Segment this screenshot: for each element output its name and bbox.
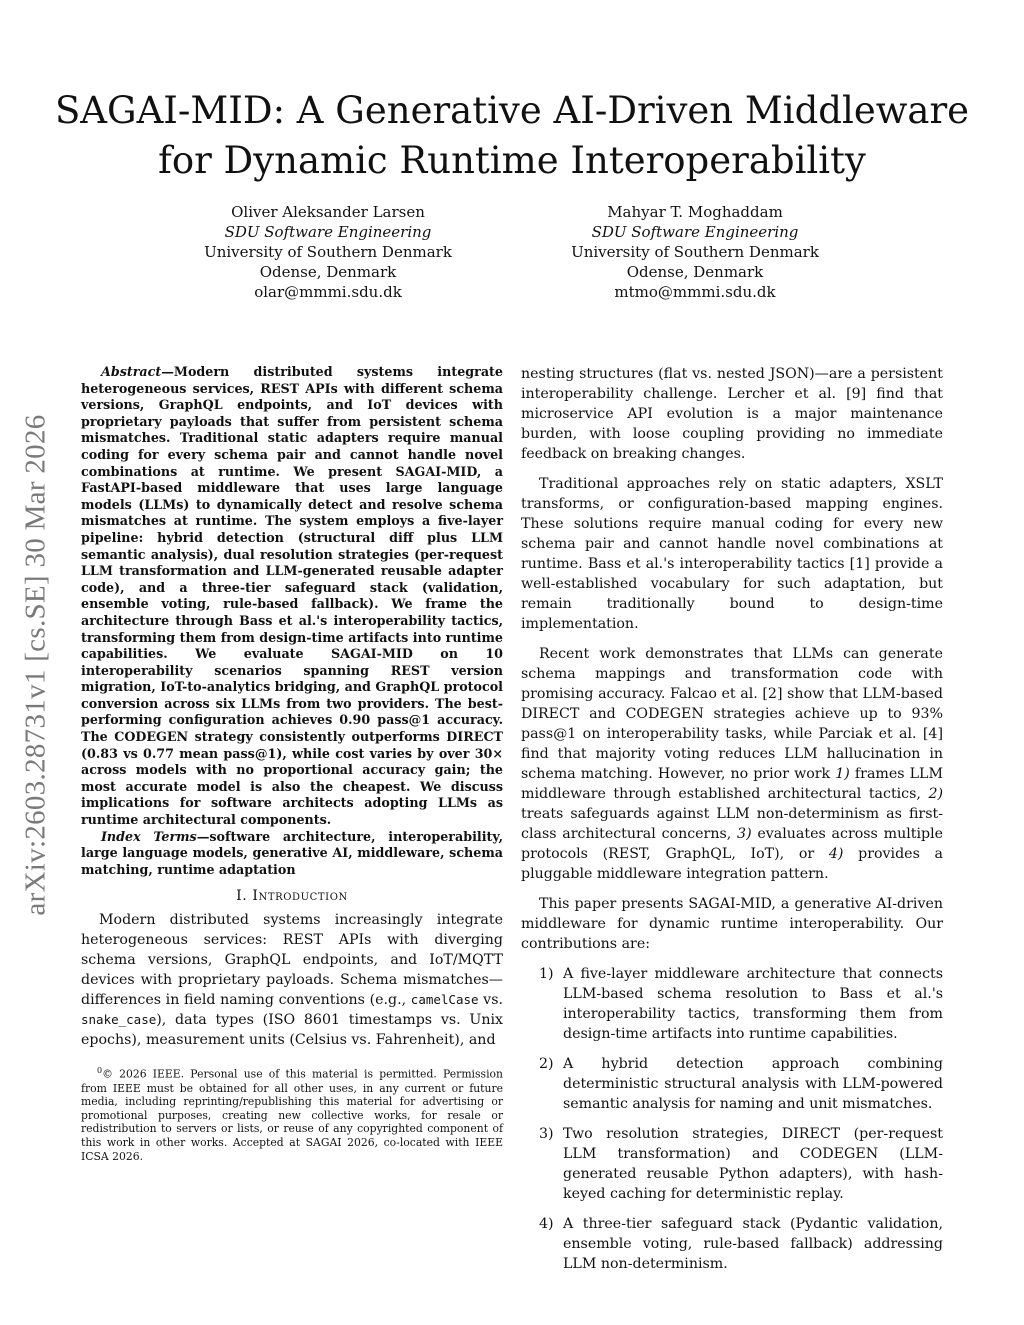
footnote-mark: 0 — [97, 1066, 103, 1076]
text-run: evaluates across multiple protocols (REST, GraphQL, IoT), or — [521, 826, 943, 862]
contribution-list — [521, 964, 943, 1274]
author-name: Mahyar T. Moghaddam — [607, 203, 783, 221]
author-2 — [535, 202, 855, 302]
list-text: A three-tier safeguard stack (Pydantic validation, ensemble voting, rule-based fallback) addressing LLM non-determinism. — [563, 1216, 943, 1272]
code-camelcase: camelCase — [410, 992, 479, 1008]
paragraph: nesting structures (flat vs. nested JSON)—are a persistent interoperability challenge. Lercher et al. [9] find that microservice API evolution is a major maintenance burden, with loose coupling providing no immediate feedback on breaking changes. — [521, 366, 943, 462]
text-run: treats safeguards against LLM non-determinism as first-class architectural concerns, — [521, 806, 943, 842]
left-column — [81, 364, 503, 1163]
list-item — [521, 964, 943, 1044]
list-number: 2) — [539, 1056, 554, 1072]
author-email[interactable]: mtmo@mmmi.sdu.dk — [614, 283, 776, 301]
footnote-text: © 2026 IEEE. Personal use of this material is permitted. Permission from IEEE must be obtained for all other uses, in any current or future media, including reprinting/republishing this material for advertising or promotional purposes, creating new collective works, for resale or redistribution to servers or lists, or reuse of any copyrighted component of this work in other works. Accepted at SAGAI 2026, co-located with IEEE ICSA 2026. — [81, 1068, 503, 1163]
title-line-1: SAGAI-MID: A Generative AI-Driven Middleware — [54, 89, 970, 132]
abstract-text: —Modern distributed systems integrate heterogeneous services, REST APIs with different schema versions, GraphQL endpoints, and IoT devices with proprietary payloads that suffer from persistent schema mismatches. Traditional static adapters require manual coding for every schema pair and cannot handle novel combinations at runtime. We present SAGAI-MID, a FastAPI-based middleware that uses large language models (LLMs) to dynamically detect and resolve schema mismatches at runtime. The system employs a five-layer pipeline: hybrid detection (structural diff plus LLM semantic analysis), dual resolution strategies (per-request LLM transformation and LLM-generated reusable adapter code), and a three-tier safeguard stack (validation, ensemble voting, rule-based fallback). We frame the architecture through Bass et al.'s interoperability tactics, transforming them from design-time artifacts into runtime capabilities. We evaluate SAGAI-MID on 10 interoperability scenarios spanning REST version migration, IoT-to-analytics bridging, and GraphQL protocol conversion across six LLMs from two providers. The best-performing configuration achieves 0.90 pass@1 accuracy. The CODEGEN strategy consistently outperforms DIRECT (0.83 vs 0.77 mean pass@1), while cost varies by over 30× across models with no proportional accuracy gain; the most accurate model is also the cheapest. We discuss implications for software architects adopting LLMs as runtime architectural components. — [81, 364, 503, 828]
text-run: ), data types (ISO 8601 timestamps vs. Unix epochs), measurement units (Celsius vs. Fahrenheit), and — [81, 1012, 503, 1049]
list-text: Two resolution strategies, DIRECT (per-request LLM transformation) and CODEGEN (LLM-generated reusable Python adapters), with hash-keyed caching for deterministic replay. — [563, 1126, 943, 1202]
list-item — [521, 1214, 943, 1274]
index-terms-label: Index Terms — [101, 828, 197, 844]
paragraph — [521, 644, 943, 884]
code-snakecase: snake_case — [81, 1012, 157, 1028]
author-dept: SDU Software Engineering — [224, 223, 432, 241]
enum-marker: 3) — [737, 826, 752, 842]
author-email[interactable]: olar@mmmi.sdu.dk — [254, 283, 402, 301]
author-dept: SDU Software Engineering — [591, 223, 799, 241]
abstract-label: Abstract — [101, 364, 162, 379]
intro-paragraph — [81, 910, 503, 1050]
text-run: provides a pluggable middleware integration pattern. — [521, 846, 943, 882]
author-city: Odense, Denmark — [259, 263, 397, 281]
abstract — [81, 364, 503, 829]
enum-marker: 2) — [928, 786, 943, 802]
section-heading: I. Introduction — [236, 888, 348, 905]
text-run: Modern distributed systems increasingly integrate heterogeneous services: REST APIs with diverging schema versions, GraphQL endpoints, and IoT/MQTT devices with proprietary payloads. Schema mismatches—differences in field naming conventions (e.g., — [81, 912, 503, 1009]
index-terms-text: —software architecture, interoperability, large language models, generative AI, middleware, schema matching, runtime adaptation — [81, 828, 503, 877]
list-text: A five-layer middleware architecture that connects LLM-based schema resolution to Bass et al.'s interoperability tactics, transforming them from design-time artifacts into runtime capabilities. — [563, 966, 943, 1042]
text-run: vs. — [478, 992, 503, 1009]
author-name: Oliver Aleksander Larsen — [231, 203, 425, 221]
author-city: Odense, Denmark — [626, 263, 764, 281]
paragraph: Traditional approaches rely on static adapters, XSLT transforms, or configuration-based mapping engines. These solutions require manual coding for every new schema pair and cannot handle novel combinations at runtime. Bass et al.'s interoperability tactics [1] provide a well-established vocabulary for such adaptation, but remain traditionally bound to design-time implementation. — [521, 476, 943, 632]
author-univ: University of Southern Denmark — [204, 243, 452, 261]
right-column — [521, 364, 943, 1284]
title-line-2: for Dynamic Runtime Interoperability — [158, 139, 866, 182]
list-number: 3) — [539, 1126, 554, 1142]
arxiv-stamp: arXiv:2603.28731v1 [cs.SE] 30 Mar 2026 — [19, 414, 52, 916]
list-number: 4) — [539, 1216, 554, 1232]
copyright-footnote — [81, 1064, 503, 1163]
index-terms — [81, 829, 503, 879]
paper-title — [0, 86, 1024, 186]
list-number: 1) — [539, 966, 554, 982]
author-1 — [168, 202, 488, 302]
list-item — [521, 1124, 943, 1204]
paragraph: This paper presents SAGAI-MID, a generative AI-driven middleware for dynamic runtime interoperability. Our contributions are: — [521, 896, 943, 952]
list-item — [521, 1054, 943, 1114]
list-text: A hybrid detection approach combining deterministic structural analysis with LLM-powered semantic analysis for naming and unit mismatches. — [563, 1056, 943, 1112]
enum-marker: 1) — [835, 766, 850, 782]
enum-marker: 4) — [828, 846, 844, 862]
text-run: frames LLM middleware through established architectural tactics, — [521, 766, 944, 802]
author-univ: University of Southern Denmark — [571, 243, 819, 261]
text-run: Recent work demonstrates that LLMs can generate schema mappings and transformation code with promising accuracy. Falcao et al. [2] show that LLM-based DIRECT and CODEGEN strategies achieve up to 93% pass@1 on interoperability tasks, while Parciak et al. [4] find that majority voting reduces LLM hallucination in schema matching. However, no prior work — [521, 646, 943, 782]
